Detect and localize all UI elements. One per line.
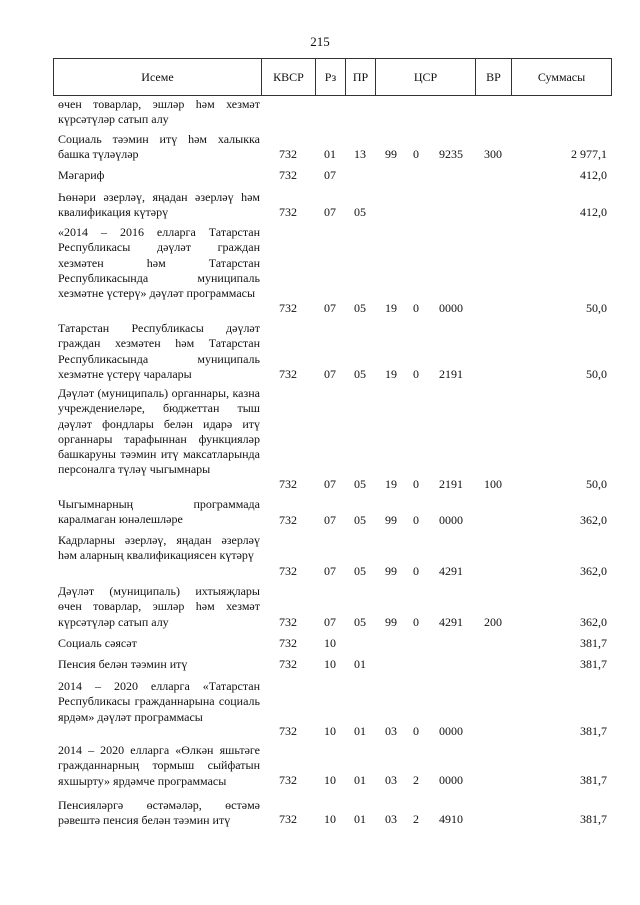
row-csr-program: 99 (385, 147, 397, 161)
row-pr: 01 (354, 812, 366, 826)
row-sum: 381,7 (580, 657, 607, 671)
row-csr-subprogram: 0 (413, 724, 419, 738)
row-kvsr: 732 (279, 147, 297, 161)
row-sum: 381,7 (580, 812, 607, 826)
row-rz: 07 (324, 513, 336, 527)
header-rz: Рз (316, 59, 346, 95)
row-sum: 50,0 (586, 477, 607, 491)
row-csr-direction: 0000 (439, 301, 463, 315)
row-csr-direction: 0000 (439, 513, 463, 527)
row-sum: 2 977,1 (571, 147, 607, 161)
row-sum: 412,0 (580, 205, 607, 219)
row-pr: 05 (354, 564, 366, 578)
row-kvsr: 732 (279, 477, 297, 491)
row-name: Пенсияләргә өстәмәләр, өстәмә рәвештә пенсия белән тәэмин итү (58, 798, 260, 828)
row-rz: 10 (324, 657, 336, 671)
row-sum: 381,7 (580, 773, 607, 787)
row-sum: 362,0 (580, 513, 607, 527)
header-vr: ВР (476, 59, 512, 95)
row-sum: 381,7 (580, 636, 607, 650)
row-vr: 100 (484, 477, 502, 491)
row-name: «2014 – 2016 елларга Татарстан Республикасы дәүләт граждан хезмәтен һәм Татарстан Республикасында муниципаль хезмәтне үстерү» дәүләт программасы (58, 225, 260, 301)
row-csr-direction: 2191 (439, 477, 463, 491)
row-csr-direction: 4291 (439, 564, 463, 578)
row-csr-subprogram: 0 (413, 564, 419, 578)
row-sum: 50,0 (586, 367, 607, 381)
row-rz: 07 (324, 168, 336, 182)
row-pr: 01 (354, 724, 366, 738)
row-csr-program: 19 (385, 367, 397, 381)
row-kvsr: 732 (279, 205, 297, 219)
row-kvsr: 732 (279, 615, 297, 629)
header-pr: ПР (346, 59, 376, 95)
row-csr-program: 03 (385, 812, 397, 826)
row-rz: 07 (324, 367, 336, 381)
row-name: Һөнәри әзерләү, яңадан әзерләү һәм квалификация күтәрү (58, 190, 260, 220)
row-csr-program: 19 (385, 301, 397, 315)
row-name: Социаль сәясәт (58, 636, 137, 650)
row-pr: 05 (354, 477, 366, 491)
row-csr-program: 99 (385, 513, 397, 527)
row-sum: 50,0 (586, 301, 607, 315)
row-pr: 05 (354, 205, 366, 219)
row-rz: 10 (324, 636, 336, 650)
row-pr: 01 (354, 773, 366, 787)
row-csr-subprogram: 0 (413, 301, 419, 315)
row-csr-direction: 0000 (439, 724, 463, 738)
row-name: 2014 – 2020 елларга «Өлкән яшьтәге гражданнарның тормыш сыйфатын яхшырту» ярдәмче программасы (58, 743, 260, 788)
row-name: 2014 – 2020 елларга «Татарстан Республикасы гражданнарына социаль ярдәм» дәүләт программасы (58, 679, 260, 724)
row-kvsr: 732 (279, 657, 297, 671)
row-vr: 300 (484, 147, 502, 161)
row-name: Дәүләт (муниципаль) ихтыяҗлары өчен товарлар, эшләр һәм хезмәт күрсәтүләр сатып алу (58, 584, 260, 629)
row-name: Мәгариф (58, 168, 105, 182)
row-pr: 05 (354, 615, 366, 629)
row-pr: 05 (354, 367, 366, 381)
row-sum: 362,0 (580, 564, 607, 578)
row-name: Пенсия белән тәэмин итү (58, 657, 188, 671)
table-header (53, 58, 612, 96)
row-csr-direction: 0000 (439, 773, 463, 787)
row-csr-direction: 9235 (439, 147, 463, 161)
row-rz: 07 (324, 615, 336, 629)
row-pr: 05 (354, 513, 366, 527)
row-kvsr: 732 (279, 168, 297, 182)
row-rz: 10 (324, 812, 336, 826)
row-csr-subprogram: 0 (413, 477, 419, 491)
row-kvsr: 732 (279, 636, 297, 650)
row-pr: 05 (354, 301, 366, 315)
row-name: өчен товарлар, эшләр һәм хезмәт күрсәтүләр сатып алу (58, 97, 260, 127)
row-pr: 13 (354, 147, 366, 161)
row-rz: 07 (324, 205, 336, 219)
row-kvsr: 732 (279, 773, 297, 787)
row-csr-subprogram: 0 (413, 615, 419, 629)
row-rz: 10 (324, 724, 336, 738)
row-kvsr: 732 (279, 513, 297, 527)
row-rz: 07 (324, 301, 336, 315)
row-csr-direction: 4291 (439, 615, 463, 629)
row-csr-program: 03 (385, 773, 397, 787)
row-vr: 200 (484, 615, 502, 629)
row-csr-subprogram: 0 (413, 513, 419, 527)
row-rz: 07 (324, 564, 336, 578)
row-name: Чыгымнарның программада каралмаган юнәлешләре (58, 497, 260, 527)
row-csr-subprogram: 0 (413, 147, 419, 161)
row-rz: 07 (324, 477, 336, 491)
page-number: 215 (310, 34, 330, 49)
row-name: Татарстан Республикасы дәүләт граждан хезмәтен һәм Татарстан Республикасында муниципаль хезмәтне үстерү чаралары (58, 321, 260, 381)
row-rz: 10 (324, 773, 336, 787)
row-csr-program: 19 (385, 477, 397, 491)
header-csr: ЦСР (376, 59, 476, 95)
row-csr-subprogram: 2 (413, 812, 419, 826)
header-sum: Суммасы (537, 70, 586, 84)
row-csr-program: 99 (385, 615, 397, 629)
row-csr-subprogram: 0 (413, 367, 419, 381)
row-kvsr: 732 (279, 724, 297, 738)
row-csr-subprogram: 2 (413, 773, 419, 787)
row-csr-program: 03 (385, 724, 397, 738)
row-name: Кадрларны әзерләү, яңадан әзерләү һәм аларның квалификациясен күтәрү (58, 533, 260, 563)
row-kvsr: 732 (279, 812, 297, 826)
row-rz: 01 (324, 147, 336, 161)
row-kvsr: 732 (279, 301, 297, 315)
header-name: Исеме (54, 59, 262, 95)
row-kvsr: 732 (279, 367, 297, 381)
row-sum: 381,7 (580, 724, 607, 738)
row-name: Дәүләт (муниципаль) органнары, казна учреждениеләре, бюджеттан тыш дәүләт фондлары белән идарә итү органнары тарафыннан функцияләр башкаруны тәэмин итү максатларында персоналга түләү чыгымнары (58, 386, 260, 477)
row-sum: 412,0 (580, 168, 607, 182)
row-csr-direction: 2191 (439, 367, 463, 381)
row-kvsr: 732 (279, 564, 297, 578)
row-name: Социаль тәэмин итү һәм халыкка башка түләүләр (58, 132, 260, 162)
header-kvsr: КВСР (262, 59, 316, 95)
row-pr: 01 (354, 657, 366, 671)
row-csr-direction: 4910 (439, 812, 463, 826)
row-csr-program: 99 (385, 564, 397, 578)
row-sum: 362,0 (580, 615, 607, 629)
